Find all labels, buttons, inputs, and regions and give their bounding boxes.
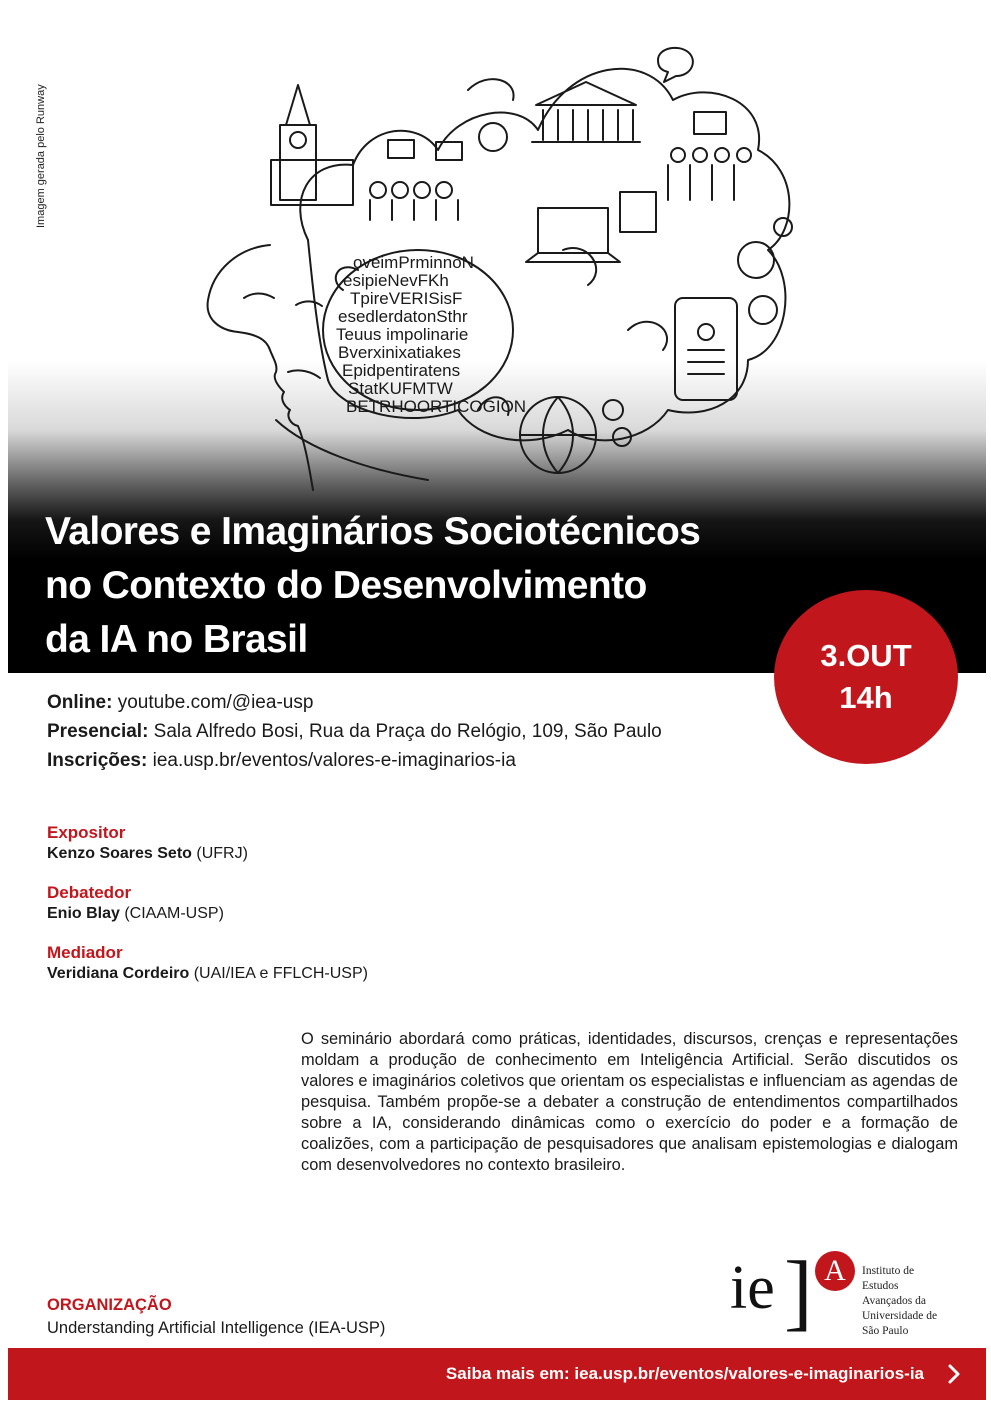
speaker-expositor xyxy=(47,822,368,864)
speakers-list xyxy=(47,822,368,1002)
image-credit: Imagem gerada pelo Runway xyxy=(35,84,47,228)
event-info xyxy=(47,688,662,775)
presencial-label: Presencial: xyxy=(47,721,149,742)
globe-icon xyxy=(520,397,596,473)
role-label: Debatedor xyxy=(47,883,132,902)
online-label: Online: xyxy=(47,692,113,713)
chat-bubble-icon xyxy=(479,123,507,151)
laptop-icon xyxy=(526,208,620,262)
word-art xyxy=(336,253,526,416)
event-description: O seminário abordará como práticas, identidades, discursos, crenças e representações moldam a produção de conhecimento em Inteligência Artificial. Serão discutidos os valores e imaginários coletivos que orientam os especialistas e influenciam as agendas de pesquisa. Também propõe-se a debater a construção de entendimentos compartilhados sobre a IA, considerando dinâmicas como o exercício do poder e a formação de coalizões, com a participação de pesquisadores que analisam epistemologias e dialogam com desenvolvedores no contexto brasileiro. xyxy=(301,1030,958,1174)
chat-bubble-icon xyxy=(658,48,693,82)
footer-bar[interactable] xyxy=(8,1348,986,1400)
role-label: Expositor xyxy=(47,823,126,842)
word-art-line: Teuus impolinarie xyxy=(336,325,469,344)
speaker-mediador xyxy=(47,942,368,984)
presencial-address: Sala Alfredo Bosi, Rua da Praça do Relógio, 109, São Paulo xyxy=(148,721,662,742)
clock-tower-icon xyxy=(271,85,353,205)
inscricoes-label: Inscrições: xyxy=(47,750,148,771)
word-art-line: oveimPrminnoN xyxy=(353,253,474,272)
person-affiliation: (CIAAM-USP) xyxy=(119,905,224,922)
word-art-line: TpireVERISisF xyxy=(350,289,463,308)
footer-link[interactable]: Saiba mais em: iea.usp.br/eventos/valores-e-imaginarios-ia xyxy=(445,1364,924,1383)
word-art-line: Bverxinixatiakes xyxy=(338,343,461,362)
word-art-line: StatKUFMTW xyxy=(348,379,453,398)
online-link[interactable]: youtube.com/@iea-usp xyxy=(112,692,314,713)
title-line: da IA no Brasil xyxy=(45,618,308,661)
event-title xyxy=(45,505,805,667)
person-name: Veridiana Cordeiro xyxy=(47,965,190,982)
person-name: Kenzo Soares Seto xyxy=(47,845,192,862)
person-affiliation: (UAI/IEA e FFLCH-USP) xyxy=(189,965,368,982)
date-badge xyxy=(774,590,958,764)
role-label: Mediador xyxy=(47,943,123,962)
word-art-line: esedlerdatonSthr xyxy=(338,307,468,326)
face-profile xyxy=(208,245,313,490)
logo-text-line: Avançados da xyxy=(862,1295,926,1307)
online-line xyxy=(47,688,662,717)
word-art-line: esipieNevFKh xyxy=(343,271,449,290)
logo-bracket: ] xyxy=(784,1243,813,1339)
gear-icon xyxy=(749,296,777,324)
line-art-illustration xyxy=(8,0,986,520)
title-line: Valores e Imaginários Sociotécnicos xyxy=(45,510,701,553)
logo-mark: ie xyxy=(730,1254,775,1322)
speaker-debatedor xyxy=(47,882,368,924)
inscricoes-line xyxy=(47,746,662,775)
person-name: Enio Blay xyxy=(47,905,120,922)
gear-icon xyxy=(603,400,623,420)
logo-text-line: São Paulo xyxy=(862,1325,909,1337)
logo-a-circle: A xyxy=(815,1251,855,1291)
title-line: no Contexto do Desenvolvimento xyxy=(45,564,647,607)
organization-block xyxy=(47,1294,385,1340)
logo-institution-name xyxy=(862,1264,937,1339)
protest-crowd-icon xyxy=(370,140,462,220)
logo-text-line: Instituto de xyxy=(862,1265,915,1277)
iea-logo xyxy=(730,1243,970,1340)
event-date: 3.OUT xyxy=(820,638,912,673)
event-time: 14h xyxy=(839,680,893,715)
word-art-line: Epidpentiratens xyxy=(342,361,461,380)
inscricoes-link[interactable]: iea.usp.br/eventos/valores-e-imaginarios-ia xyxy=(147,750,516,771)
smartphone-icon xyxy=(675,298,737,400)
organization-label: ORGANIZAÇÃO xyxy=(47,1296,172,1314)
hero-banner xyxy=(8,0,986,673)
gear-icon xyxy=(738,242,774,278)
presencial-line xyxy=(47,717,662,746)
organization-name: Understanding Artificial Intelligence (IEA-USP) xyxy=(47,1319,386,1337)
logo-text-line: Universidade de xyxy=(862,1310,938,1322)
word-art-line: BETRHOORTICOGION xyxy=(346,397,527,416)
logo-text-line: Estudos xyxy=(862,1280,899,1292)
protesters-icon xyxy=(668,112,751,200)
person-affiliation: (UFRJ) xyxy=(191,845,248,862)
document-icon xyxy=(620,192,656,232)
chevron-right-icon[interactable] xyxy=(944,1363,964,1385)
